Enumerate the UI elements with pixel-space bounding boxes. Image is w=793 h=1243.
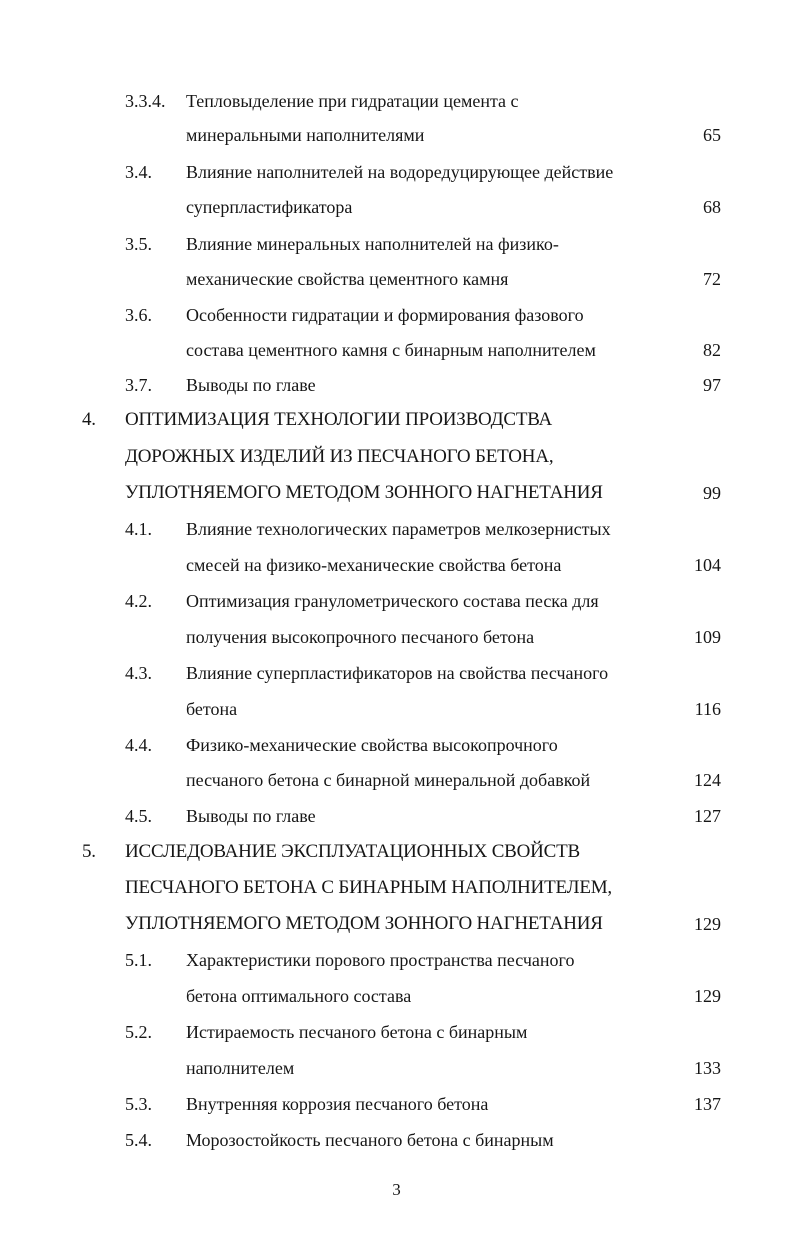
toc-entry-title-line: Внутренняя коррозия песчаного бетона	[186, 1094, 489, 1114]
toc-entry-title-line: Морозостойкость песчаного бетона с бинарным	[186, 1130, 554, 1150]
toc-entry-title-line: состава цементного камня с бинарным наполнителем	[186, 340, 596, 360]
toc-entry-number: 3.7.	[125, 375, 152, 395]
toc-entry-number: 5.4.	[125, 1130, 152, 1150]
toc-entry-page: 116	[694, 699, 721, 719]
toc-entry-page: 124	[694, 770, 721, 790]
toc-entry-title-line: Оптимизация гранулометрического состава песка для	[186, 591, 599, 611]
toc-entry-number: 4.4.	[125, 735, 152, 755]
toc-entry-number: 3.4.	[125, 162, 152, 182]
toc-chapter-number: 5.	[82, 841, 96, 862]
toc-entry-title-line: Влияние минеральных наполнителей на физико-	[186, 234, 559, 254]
toc-entry-page: 129	[694, 986, 721, 1006]
toc-entry-number: 4.2.	[125, 591, 152, 611]
toc-entry-number: 3.6.	[125, 305, 152, 325]
toc-entry-title-line: суперпластификатора	[186, 197, 353, 217]
toc-entry-title-line: механические свойства цементного камня	[186, 269, 509, 289]
toc-entry-title-line: Влияние наполнителей на водоредуцирующее действие	[186, 162, 614, 182]
toc-entry-title-line: Физико-механические свойства высокопрочного	[186, 735, 558, 755]
toc-entry-title-line: бетона оптимального состава	[186, 986, 412, 1006]
toc-entry-title-line: песчаного бетона с бинарной минеральной добавкой	[186, 770, 591, 790]
toc-chapter-title-line: УПЛОТНЯЕМОГО МЕТОДОМ ЗОННОГО НАГНЕТАНИЯ	[125, 482, 603, 503]
toc-entry-number: 3.5.	[125, 234, 152, 254]
toc-entry-title-line: бетона	[186, 699, 238, 719]
toc-entry-page: 82	[703, 340, 721, 360]
toc-chapter-title-line: ПЕСЧАНОГО БЕТОНА С БИНАРНЫМ НАПОЛНИТЕЛЕМ,	[125, 877, 612, 898]
toc-entry-title-line: минеральными наполнителями	[186, 125, 425, 145]
toc-entry-number: 3.3.4.	[125, 91, 166, 111]
toc-entry-title-line: Истираемость песчаного бетона с бинарным	[186, 1022, 528, 1042]
toc-chapter-title-line: ОПТИМИЗАЦИЯ ТЕХНОЛОГИИ ПРОИЗВОДСТВА	[125, 409, 553, 430]
toc-chapter-title-line: ДОРОЖНЫХ ИЗДЕЛИЙ ИЗ ПЕСЧАНОГО БЕТОНА,	[125, 446, 554, 467]
toc-entry-page: 72	[703, 269, 721, 289]
toc-entry-title-line: Тепловыделение при гидратации цемента с	[186, 91, 519, 111]
toc-entry-page: 127	[694, 806, 721, 826]
toc-entry-number: 4.1.	[125, 519, 152, 539]
toc-entry-title-line: Выводы по главе	[186, 375, 316, 395]
toc-entry-page: 99	[703, 483, 721, 503]
toc-entry-page: 68	[703, 197, 721, 217]
toc-entry-title-line: наполнителем	[186, 1058, 295, 1078]
toc-entry-page: 97	[703, 375, 721, 395]
toc-entry-page: 109	[694, 627, 721, 647]
page-number: 3	[392, 1180, 401, 1199]
toc-entry-number: 5.1.	[125, 950, 152, 970]
toc-chapter-number: 4.	[82, 409, 96, 430]
toc-entry-number: 5.2.	[125, 1022, 152, 1042]
toc-entry-title-line: Характеристики порового пространства песчаного	[186, 950, 575, 970]
toc-entry-title-line: Выводы по главе	[186, 806, 316, 826]
toc-entry-number: 5.3.	[125, 1094, 152, 1114]
toc-entry-page: 104	[694, 555, 721, 575]
toc-chapter-title-line: УПЛОТНЯЕМОГО МЕТОДОМ ЗОННОГО НАГНЕТАНИЯ	[125, 913, 603, 934]
toc-entry-title-line: Влияние технологических параметров мелкозернистых	[186, 519, 611, 539]
toc-entry-page: 129	[694, 914, 721, 934]
toc-entry-page: 65	[703, 125, 721, 145]
toc-entry-number: 4.3.	[125, 663, 152, 683]
toc-entry-page: 133	[694, 1058, 721, 1078]
toc-entry-title-line: смесей на физико-механические свойства бетона	[186, 555, 562, 575]
toc-entry-page: 137	[694, 1094, 721, 1114]
toc-entry-title-line: получения высокопрочного песчаного бетона	[186, 627, 535, 647]
toc-chapter-title-line: ИССЛЕДОВАНИЕ ЭКСПЛУАТАЦИОННЫХ СВОЙСТВ	[125, 841, 581, 862]
toc-entry-number: 4.5.	[125, 806, 152, 826]
toc-entry-title-line: Особенности гидратации и формирования фазового	[186, 305, 584, 325]
toc-entry-title-line: Влияние суперпластификаторов на свойства песчаного	[186, 663, 609, 683]
